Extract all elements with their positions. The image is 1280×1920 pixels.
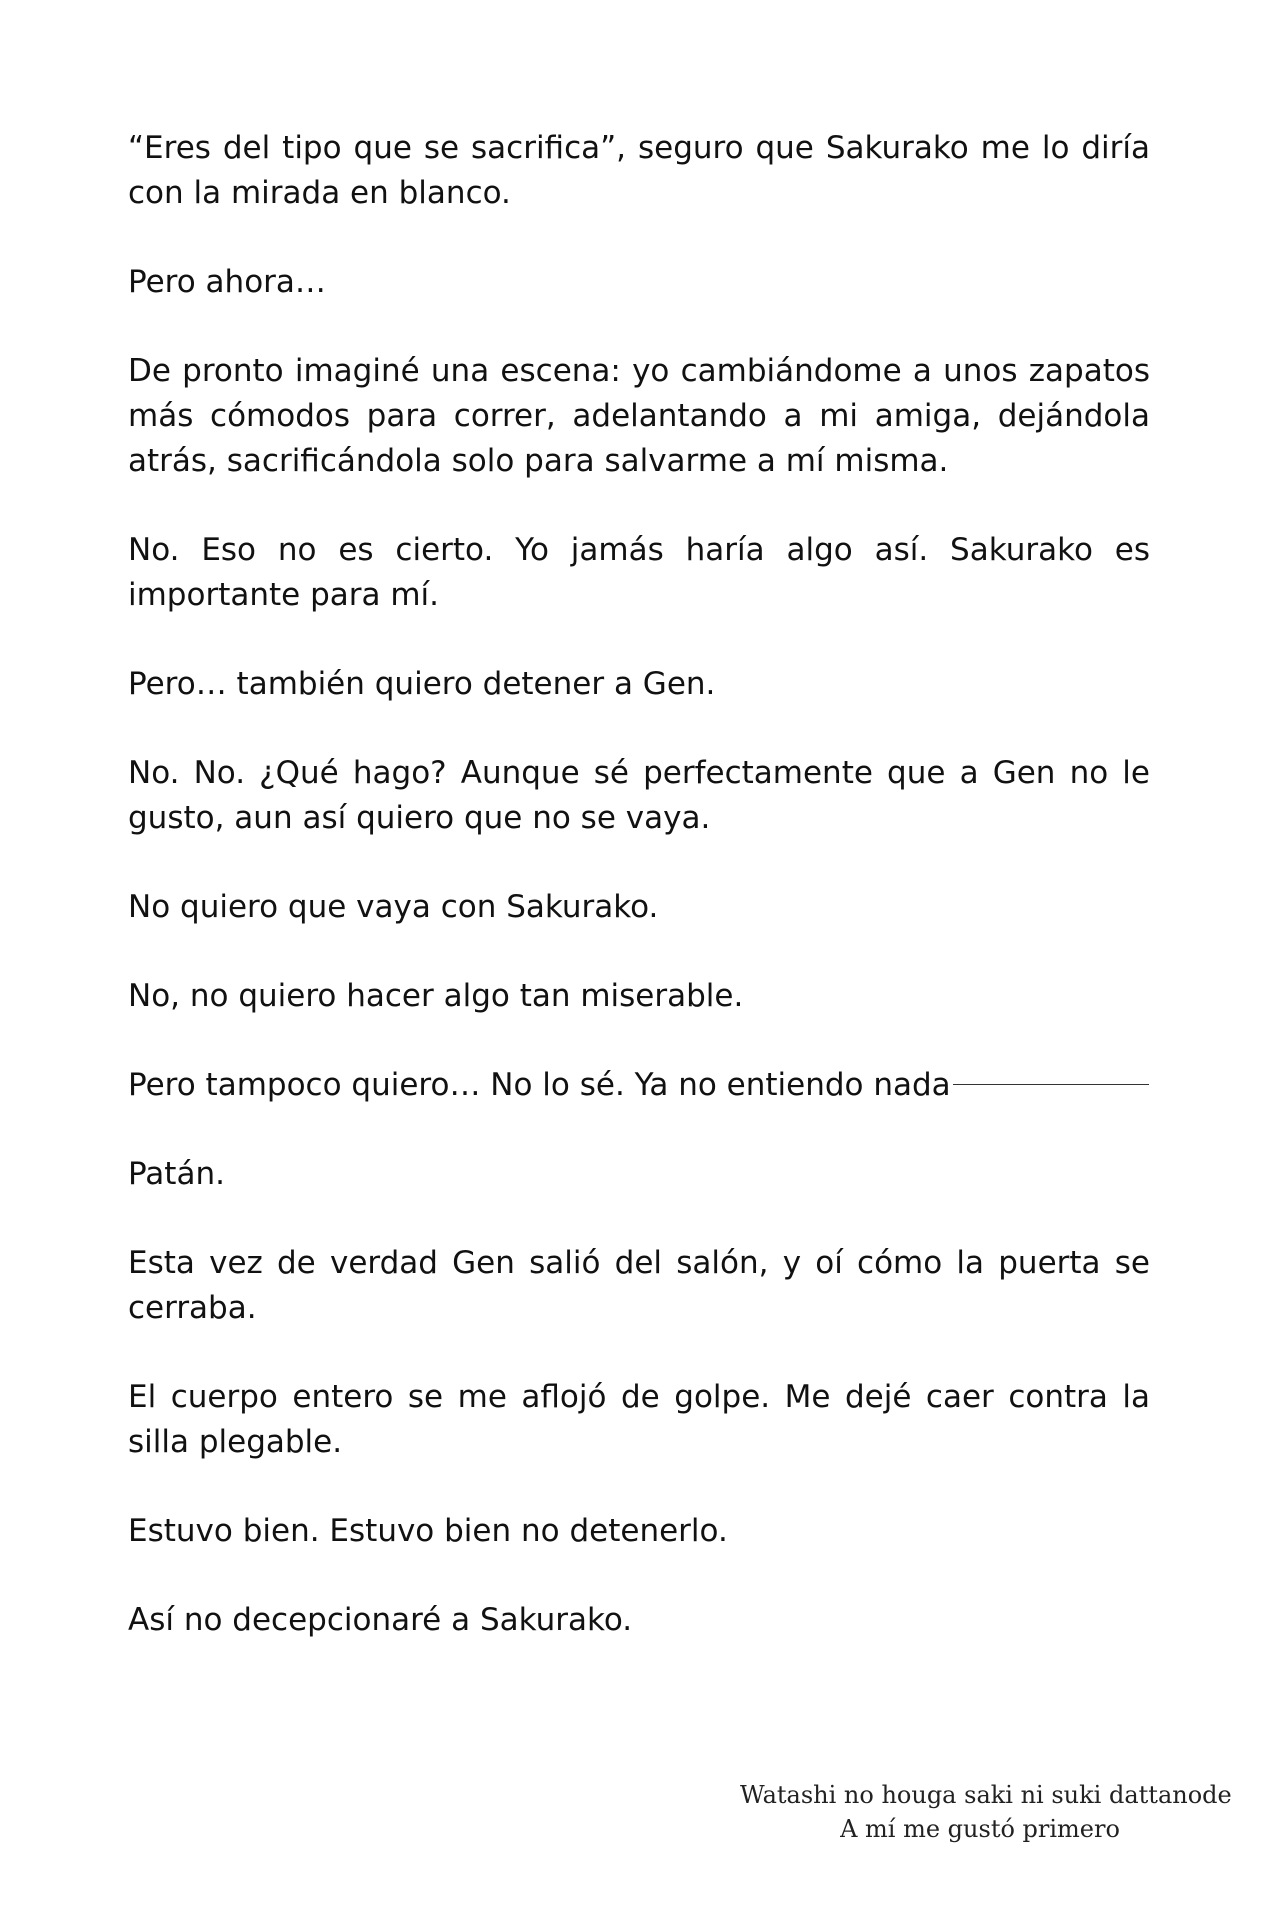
- paragraph-3: De pronto imaginé una escena: yo cambiándome a unos zapatos más cómodos para correr, adelantando a mi amiga, dejándola atrás, sacrificándola solo para salvarme a mí misma.: [128, 353, 1150, 479]
- paragraph-11: Esta vez de verdad Gen salió del salón, y oí cómo la puerta se cerraba.: [128, 1245, 1150, 1326]
- footer-title-spanish: A mí me gustó primero: [840, 1815, 1120, 1843]
- paragraph-9: [128, 1063, 1150, 1108]
- page-footer: [740, 1778, 1232, 1846]
- paragraph-8: No, no quiero hacer algo tan miserable.: [128, 978, 744, 1014]
- paragraph-6: No. No. ¿Qué hago? Aunque sé perfectamente que a Gen no le gusto, aun así quiero que no se vaya.: [128, 755, 1150, 836]
- paragraph-14: Así no decepcionaré a Sakurako.: [128, 1602, 633, 1638]
- paragraph-7: No quiero que vaya con Sakurako.: [128, 889, 659, 925]
- paragraph-1: “Eres del tipo que se sacrifica”, seguro que Sakurako me lo diría con la mirada en blanco.: [128, 130, 1150, 211]
- paragraph-12: El cuerpo entero se me aflojó de golpe. Me dejé caer contra la silla plegable.: [128, 1379, 1150, 1460]
- paragraph-5: Pero… también quiero detener a Gen.: [128, 666, 716, 702]
- paragraph-4: No. Eso no es cierto. Yo jamás haría algo así. Sakurako es importante para mí.: [128, 532, 1150, 613]
- paragraph-2: Pero ahora…: [128, 264, 326, 300]
- paragraph-10: Patán.: [128, 1156, 225, 1192]
- page-body: [128, 126, 1150, 1687]
- em-dash-line: [953, 1084, 1149, 1085]
- footer-title-romaji: Watashi no houga saki ni suki dattanode: [740, 1781, 1232, 1809]
- paragraph-13: Estuvo bien. Estuvo bien no detenerlo.: [128, 1513, 728, 1549]
- paragraph-9-text: Pero tampoco quiero… No lo sé. Ya no entiendo nada: [128, 1067, 951, 1103]
